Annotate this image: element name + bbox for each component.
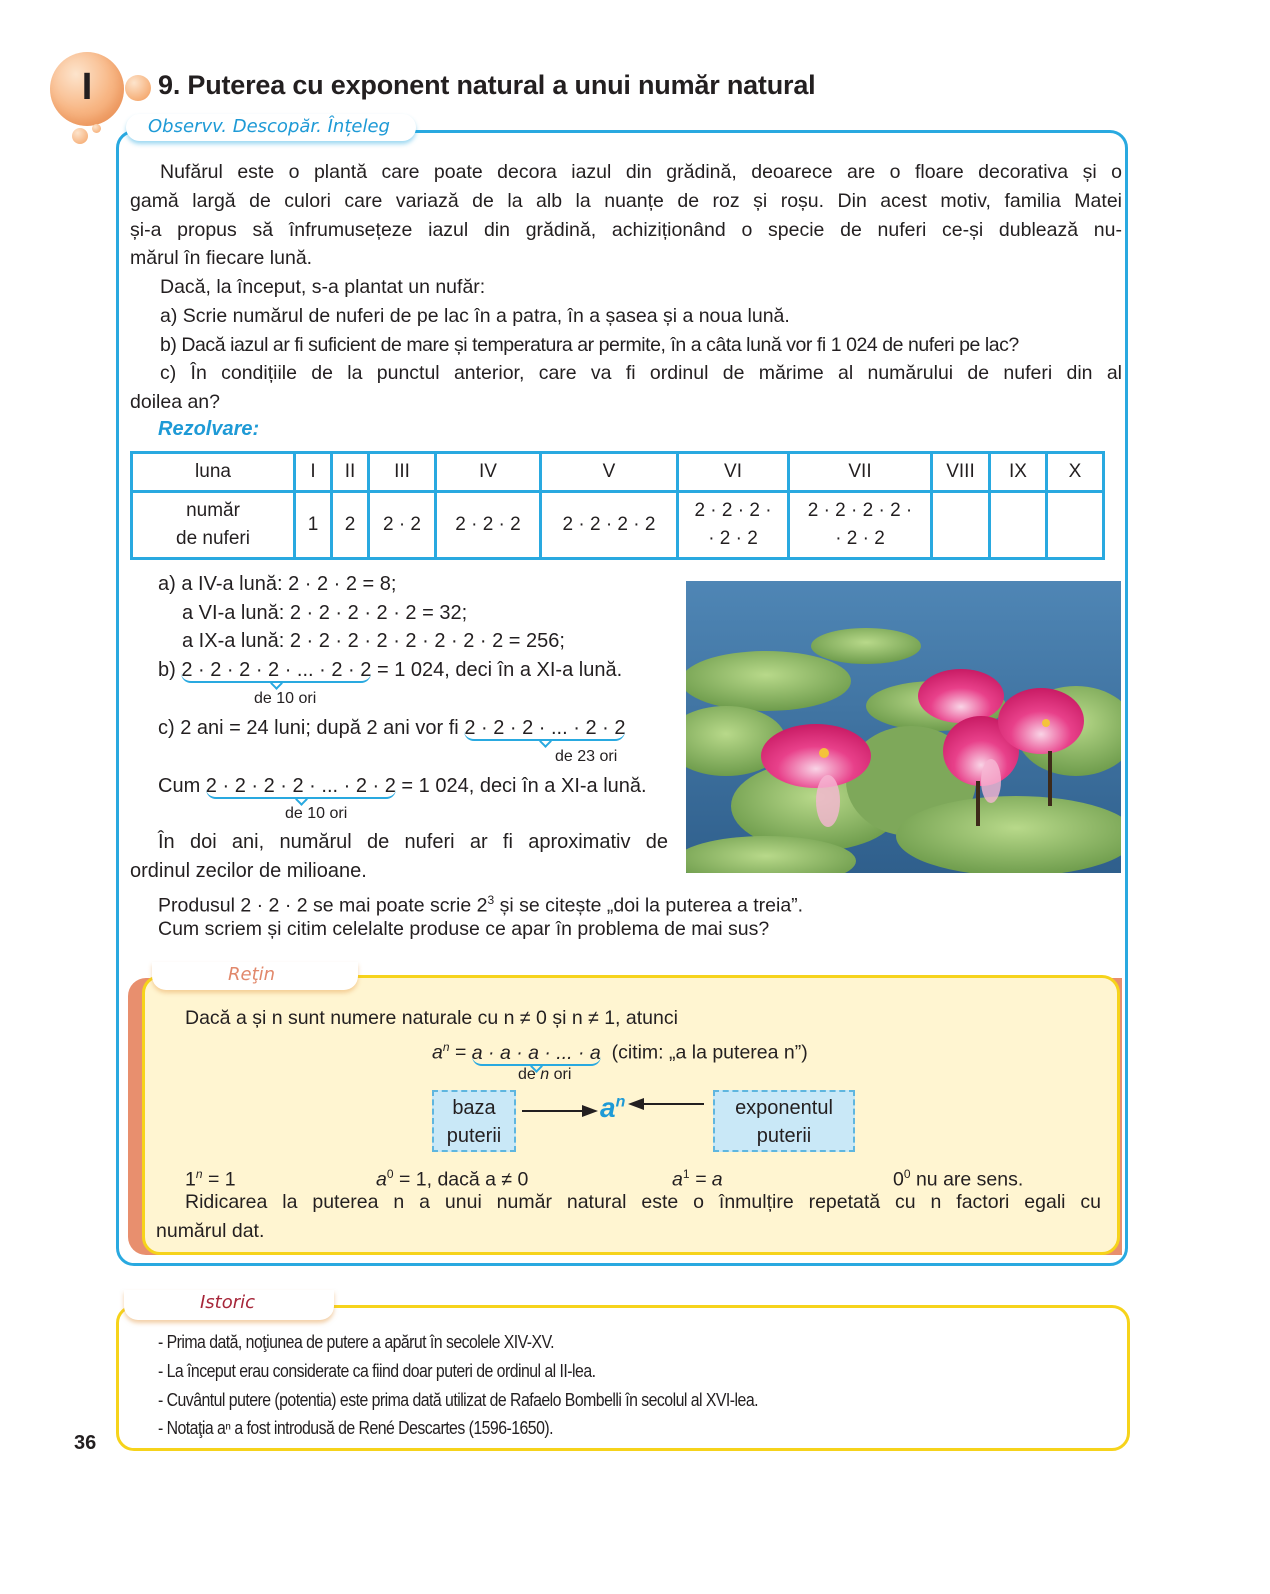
exponent: n	[615, 1093, 626, 1111]
power-definition: $a^n = a \cdot a \cdot a$ · ... · a (citim: „a la puterea n”)	[432, 1040, 808, 1064]
table-cell: 2	[332, 492, 369, 559]
table-header-cell: VIII	[932, 453, 990, 492]
text: nu are sens.	[910, 1168, 1024, 1191]
text: a · a · a · ... · a	[471, 1041, 601, 1064]
question-c-continued: doilea an?	[130, 391, 220, 414]
table-cell: 2 · 2 · 2 · 2	[541, 492, 678, 559]
text: = 1	[202, 1168, 236, 1191]
text: n	[540, 1066, 550, 1083]
intro-line: gamă largă de culori care variază de la alb la nuanțe de roz și roșu. Din acest motiv, familia Matei	[130, 189, 1122, 212]
retin-condition: Dacă a și n sunt numere naturale cu n ≠ 0 și n ≠ 1, atunci	[185, 1007, 678, 1029]
question-a: a) Scrie numărul de nuferi de pe lac în a patra, în a șasea și a noua lună.	[160, 304, 790, 327]
underbrace-label: de 10 ori	[254, 690, 317, 707]
water-lily-photo	[686, 581, 1121, 873]
text: ori	[549, 1066, 572, 1083]
table-header-cell: IV	[436, 453, 541, 492]
text: 1	[185, 1168, 196, 1191]
table-header-cell: VII	[789, 453, 932, 492]
istoric-item: - Prima dată, noţiunea de putere a apărut în secolele XIV-XV.	[158, 1332, 555, 1352]
istoric-label	[124, 1290, 334, 1320]
text: c) 2 ani = 24 luni; după 2 ani vor fi	[158, 717, 465, 739]
question-line: Cum scriem și citim celelalte produse ce apar în problema de mai sus?	[158, 918, 770, 940]
intro-paragraph	[130, 158, 1122, 273]
chapter-number: I	[81, 66, 93, 108]
table-cell: 1	[295, 492, 332, 559]
underbrace: 2 · 2 · 2 · 2 · ... · 2 · 2	[181, 659, 372, 681]
decorative-bubble-icon	[92, 124, 101, 133]
table-cell: 2 · 2	[369, 492, 436, 559]
base-box	[432, 1090, 516, 1152]
underbrace-label: de 23 ori	[555, 748, 618, 765]
table-header-cell: luna	[132, 453, 295, 492]
istoric-label-text: Istoric	[200, 1292, 256, 1313]
intro-line: și-a propus să înfrumusețeze iazul din grădină, achiziționând o specie de nuferi ce-și dublează nu-	[130, 218, 1122, 241]
table-cell	[678, 492, 789, 559]
problem-statement	[130, 273, 1122, 417]
underbrace: 2 · 2 · 2 · ... · 2 · 2	[464, 717, 626, 739]
table-header-cell: I	[295, 453, 332, 492]
intro-line: Nufărul este o plantă care poate decora iazul din grădină, deoarece are o floare decorativa și o	[160, 161, 1122, 183]
text: a	[672, 1168, 683, 1191]
text: de	[518, 1066, 541, 1083]
problem-intro: Dacă, la început, s-a plantat un nufăr:	[160, 276, 486, 298]
solution-a-line2: a VI-a lună: 2 · 2 · 2 · 2 · 2 = 32;	[182, 602, 468, 624]
cell-line: 2 · 2 · 2 ·	[694, 500, 772, 521]
table-cell	[990, 492, 1047, 559]
solution-heading: Rezolvare:	[158, 418, 260, 440]
text: = 1 024, deci în a XI-a lună.	[395, 775, 647, 797]
exponent: 0	[386, 1167, 394, 1181]
text: a	[600, 1092, 616, 1123]
conclusion-line1: În doi ani, numărul de nuferi ar fi aproximativ de	[158, 831, 668, 853]
solution-a-line1: a) a IV-a lună: 2 · 2 · 2 = 8;	[158, 573, 397, 595]
text: = 1, dacă a ≠ 0	[393, 1168, 529, 1191]
definition-line1: Ridicarea la puterea n a unui număr natural este o înmulțire repetată cu n factori egali cu	[185, 1191, 1101, 1213]
underbrace-label: de 10 ori	[285, 805, 348, 822]
decorative-bubble-icon	[72, 128, 88, 144]
text: Produsul 2 · 2 · 2 se mai poate scrie 2	[158, 894, 488, 917]
table-header-cell: IX	[990, 453, 1047, 492]
exponent: n	[195, 1167, 203, 1181]
base-label: puterii	[446, 1125, 502, 1147]
underbrace-label	[518, 1066, 571, 1084]
istoric-item: - Notaţia aⁿ a fost introdusă de René Descartes (1596-1650).	[158, 1418, 553, 1438]
question-c: c) În condițiile de la punctul anterior, care va fi ordinul de mărime al numărului de nuferi din al	[160, 362, 1122, 385]
row-label-line: număr	[186, 500, 240, 521]
page-title: 9. Puterea cu exponent natural a unui număr natural	[158, 70, 816, 100]
solution-cum	[158, 772, 647, 801]
intro-line: mărul în fiecare lună.	[130, 247, 313, 270]
page-number: 36	[74, 1432, 97, 1454]
exponent: 0	[903, 1167, 911, 1181]
conclusion-line2: ordinul zecilor de milioane.	[130, 860, 367, 882]
power-symbol	[600, 1092, 625, 1124]
solution-a-line3: a IX-a lună: 2 · 2 · 2 · 2 · 2 · 2 · 2 · 2 = 256;	[182, 630, 565, 652]
arrow-right-icon	[522, 1103, 598, 1119]
istoric-item: - La început erau considerate ca fiind doar puteri de ordinul al II-lea.	[158, 1361, 596, 1381]
retin-label	[152, 962, 358, 990]
text: a	[432, 1041, 443, 1064]
solution-b	[158, 656, 622, 685]
table-row	[132, 492, 1104, 559]
underbrace: 2 · 2 · 2 · 2 · ... · 2 · 2	[205, 775, 396, 797]
observe-section-label: Observv. Descopăr. Înțeleg	[126, 114, 416, 141]
exponent-label: puterii	[756, 1125, 812, 1147]
table-cell	[789, 492, 932, 559]
text: a	[376, 1168, 387, 1191]
definition-line2: numărul dat.	[156, 1220, 265, 1242]
cell-line: · 2 · 2	[835, 528, 885, 549]
table-header-row	[132, 453, 1104, 492]
reading-text: (citim: „a la puterea n”)	[611, 1041, 808, 1064]
chapter-badge	[50, 52, 124, 126]
table-cell	[932, 492, 990, 559]
text: Cum	[158, 775, 206, 797]
decorative-bubble-icon	[125, 75, 151, 101]
istoric-item: - Cuvântul putere (potentia) este prima dată utilizat de Rafaelo Bombelli în secolul al XVI-lea.	[158, 1390, 758, 1410]
text: = 1 024, deci în a XI-a lună.	[371, 659, 623, 681]
table-header-cell: II	[332, 453, 369, 492]
cell-line: 2 · 2 · 2 · 2 ·	[807, 500, 913, 521]
month-table	[130, 451, 1105, 560]
arrow-left-icon	[628, 1096, 704, 1112]
exponent-label: exponentul	[735, 1097, 833, 1119]
table-header-cell: VI	[678, 453, 789, 492]
exponent-box	[713, 1090, 855, 1152]
exponent: 3	[487, 893, 495, 907]
text: b)	[158, 659, 182, 681]
solution-c	[158, 714, 625, 743]
row-label-line: de nuferi	[176, 528, 250, 549]
text: 0	[893, 1168, 904, 1191]
retin-label-text: Reţin	[228, 964, 276, 985]
table-header-cell: X	[1047, 453, 1104, 492]
table-cell: 2 · 2 · 2	[436, 492, 541, 559]
underbrace	[472, 1042, 601, 1066]
text: = a	[689, 1168, 723, 1191]
exponent: 1	[682, 1167, 690, 1181]
table-cell	[1047, 492, 1104, 559]
water-lily-image-icon	[686, 581, 1121, 873]
exponent: n	[442, 1040, 450, 1054]
cell-line: · 2 · 2	[708, 528, 758, 549]
table-row-label	[132, 492, 295, 559]
text: și se citește „doi la puterea a treia”.	[494, 894, 804, 917]
table-header-cell: V	[541, 453, 678, 492]
question-b: b) Dacă iazul ar fi suficient de mare și temperatura ar permite, în a câta lună vor fi 1 024 de nuferi pe lac?	[160, 333, 1019, 356]
base-label: baza	[452, 1097, 496, 1119]
table-header-cell: III	[369, 453, 436, 492]
